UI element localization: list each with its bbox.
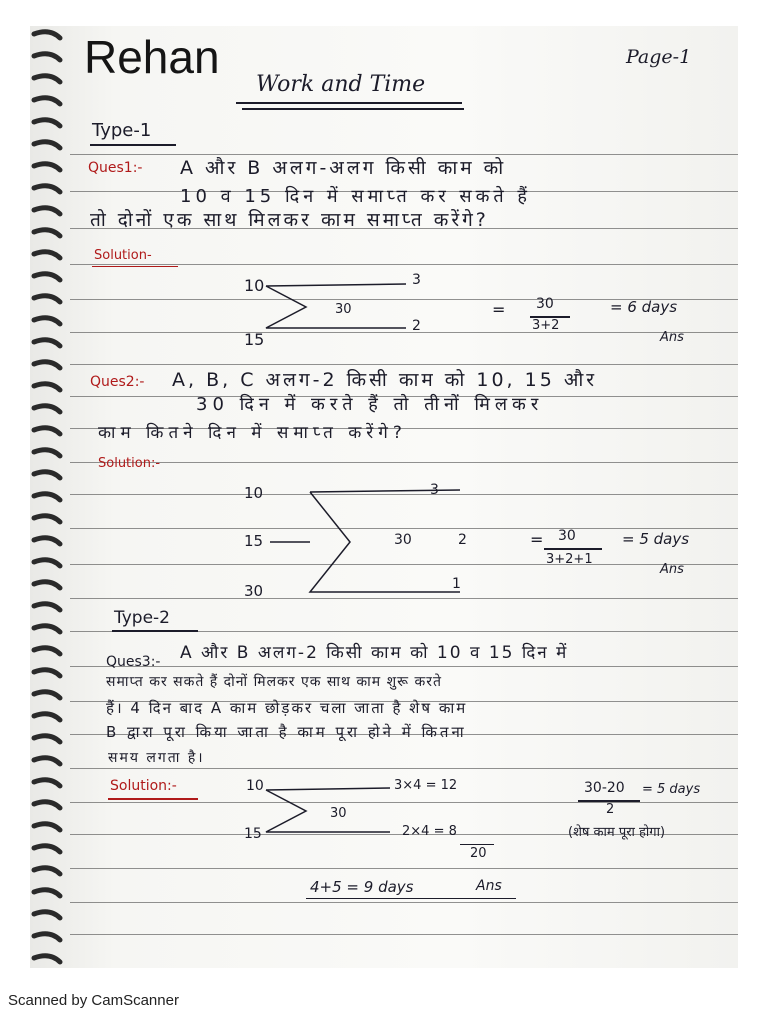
- s1-top-value: 10: [244, 276, 265, 295]
- s2-result: = 5 days: [622, 530, 690, 548]
- type2-underline: [112, 630, 198, 632]
- s1-ans: Ans: [660, 330, 684, 345]
- s3-brace: [266, 786, 390, 836]
- s1-fraction-den: 3+2: [532, 318, 560, 333]
- q2-label: Ques2:-: [90, 374, 145, 390]
- s1-bottom-value: 15: [244, 330, 265, 349]
- owner-name: Rehan: [84, 31, 220, 83]
- q1-label: Ques1:-: [88, 160, 143, 176]
- solution1-underline: [92, 266, 178, 267]
- s1-right-2: 2: [412, 318, 421, 334]
- s3-final-underline: [306, 898, 516, 899]
- camscanner-watermark: Scanned by CamScanner: [8, 992, 179, 1009]
- s2-right-2: 2: [458, 532, 467, 548]
- type1-heading: Type-1: [92, 120, 152, 141]
- type1-underline: [90, 144, 176, 146]
- s1-fraction-num: 30: [536, 296, 554, 312]
- s1-equals: =: [492, 300, 506, 319]
- s3-right-1: 3×4 = 12: [394, 778, 458, 793]
- solution3-label: Solution:-: [110, 778, 177, 794]
- s3-top-value: 10: [246, 778, 264, 794]
- type2-heading: Type-2: [114, 608, 170, 628]
- s3-fraction-num: 30-20: [584, 780, 625, 796]
- s2-equals: =: [530, 530, 544, 549]
- spiral-binding: [30, 26, 74, 968]
- s3-final: 4+5 = 9 days: [310, 878, 414, 896]
- s2-value-a: 10: [244, 484, 264, 502]
- q3-line-3: हैं। 4 दिन बाद A काम छोड़कर चला जाता है शेष काम: [106, 699, 468, 717]
- s2-right-3: 1: [452, 576, 461, 592]
- s2-right-1: 3: [430, 482, 439, 498]
- q3-line-1: A और B अलग-2 किसी काम को 10 व 15 दिन में: [180, 643, 569, 663]
- s1-center-value: 30: [335, 302, 352, 317]
- q2-line-1: A, B, C अलग-2 किसी काम को 10, 15 और: [172, 369, 598, 391]
- q1-line-1: A और B अलग-अलग किसी काम को: [180, 157, 507, 179]
- topic-underline-2: [242, 108, 464, 110]
- q2-line-2: 30 दिन में करते हैं तो तीनों मिलकर: [196, 394, 544, 415]
- q3-label: Ques3:-: [106, 654, 161, 670]
- s3-center-value: 30: [330, 806, 347, 821]
- s2-fraction-num: 30: [558, 528, 576, 544]
- q1-line-2: 10 व 15 दिन में समाप्त कर सकते हैं: [180, 186, 531, 207]
- s3-bottom-value: 15: [244, 826, 262, 842]
- s3-fraction-result: = 5 days: [642, 782, 701, 797]
- s2-brace: [270, 488, 460, 596]
- solution2-label: Solution:-: [98, 456, 161, 471]
- topic-underline: [236, 102, 462, 104]
- s2-value-c: 30: [244, 582, 264, 600]
- q2-line-3: काम कितने दिन में समाप्त करेंगे?: [98, 423, 407, 443]
- q3-line-5: समय लगता है।: [108, 750, 205, 766]
- s1-result: = 6 days: [610, 298, 678, 316]
- s2-ans: Ans: [660, 562, 684, 577]
- s3-sum: 20: [470, 846, 487, 861]
- solution1-label: Solution-: [94, 248, 152, 263]
- s3-sum-bar: [460, 844, 494, 845]
- q1-line-3: तो दोनों एक साथ मिलकर काम समाप्त करेंगे?: [90, 209, 489, 231]
- solution3-underline: [108, 798, 198, 800]
- page-number: Page-1: [626, 46, 692, 68]
- s2-center-value: 30: [394, 532, 412, 548]
- s3-fraction-den: 2: [606, 802, 615, 817]
- scanned-notebook-photo: [30, 26, 738, 968]
- q3-line-4: B द्वारा पूरा किया जाता है काम पूरा होने में कितना: [106, 723, 467, 741]
- s3-right-2: 2×4 = 8: [402, 824, 457, 839]
- topic-title: Work and Time: [256, 72, 426, 97]
- q3-line-2: समाप्त कर सकते हैं दोनों मिलकर एक साथ काम शुरू करते: [106, 674, 442, 690]
- s1-right-1: 3: [412, 272, 421, 288]
- s2-fraction-bar: [544, 548, 602, 550]
- s2-value-b: 15: [244, 532, 264, 550]
- s3-ans: Ans: [476, 878, 502, 894]
- s3-note: (शेष काम पूरा होगा): [568, 825, 666, 840]
- s2-fraction-den: 3+2+1: [546, 552, 593, 567]
